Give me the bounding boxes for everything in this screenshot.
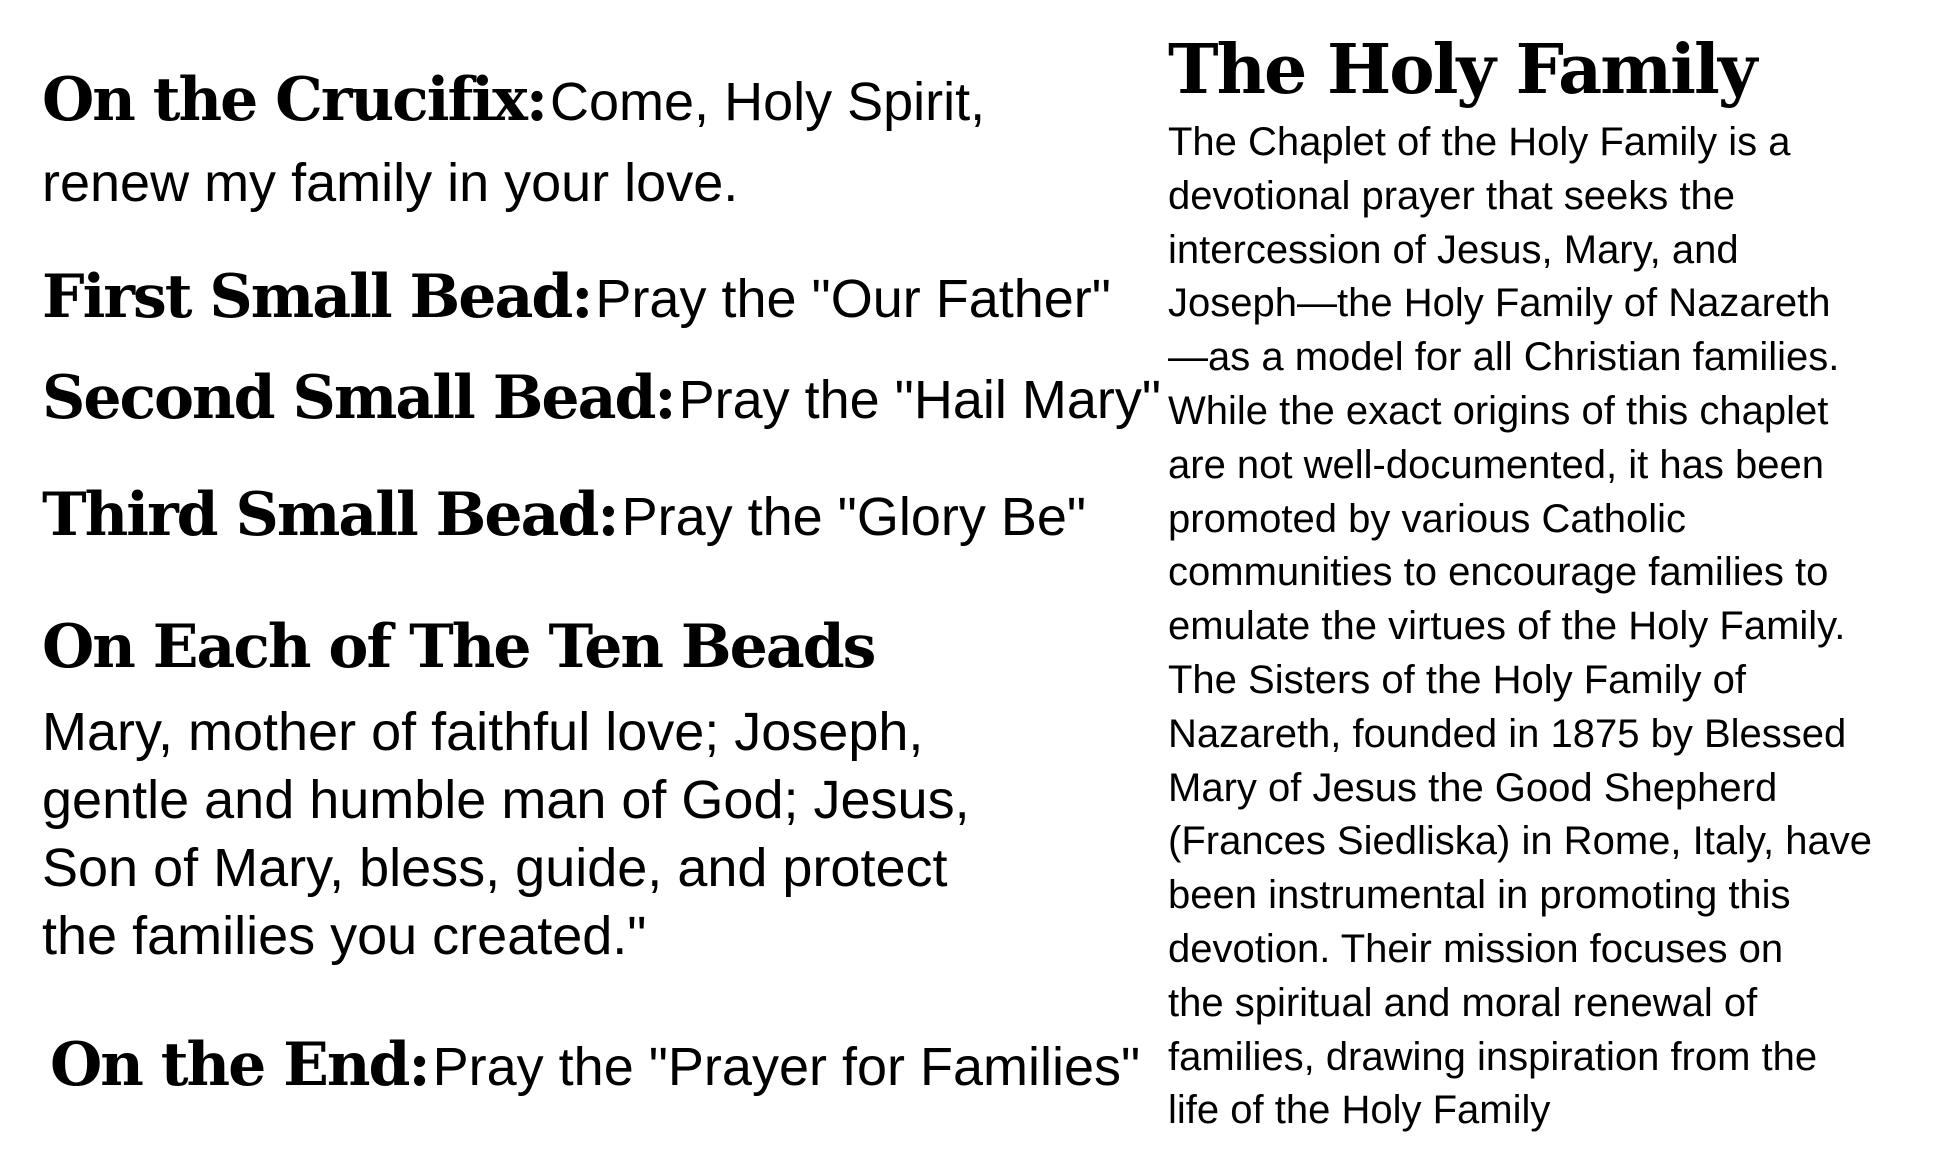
description-line: devotional prayer that seeks the	[1168, 173, 1736, 218]
ten-beads-heading: On Each of The Ten Beads	[42, 612, 875, 682]
crucifix-prayer: Come, Holy Spirit,	[550, 72, 986, 132]
description-line: are not well-documented, it has been	[1168, 442, 1824, 487]
description-line: the spiritual and moral renewal of	[1168, 980, 1758, 1025]
third-bead-label: Third Small Bead:	[42, 480, 618, 550]
ten-beads-prayer-line: Son of Mary, bless, guide, and protect	[42, 838, 948, 898]
description-line: Mary of Jesus the Good Shepherd	[1168, 765, 1778, 810]
description-line: life of the Holy Family	[1168, 1088, 1551, 1133]
description-line: emulate the virtues of the Holy Family.	[1168, 604, 1846, 649]
third-bead-prayer: Pray the "Glory Be"	[621, 487, 1087, 547]
description-line: The Sisters of the Holy Family of	[1168, 657, 1746, 702]
description-line: Joseph—the Holy Family of Nazareth	[1168, 281, 1831, 326]
ten-beads-prayer-line: Mary, mother of faithful love; Joseph,	[42, 702, 924, 762]
first-bead-prayer: Pray the "Our Father"	[595, 269, 1111, 329]
description-line: Nazareth, founded in 1875 by Blessed	[1168, 711, 1847, 756]
description-line: devotion. Their mission focuses on	[1168, 926, 1784, 971]
ten-beads-prayer-line: gentle and humble man of God; Jesus,	[42, 770, 970, 830]
holy-family-description	[1168, 116, 1938, 1138]
end-label: On the End:	[50, 1030, 429, 1100]
crucifix-label: On the Crucifix:	[42, 65, 547, 135]
holy-family-title: The Holy Family	[1168, 30, 1756, 110]
ten-beads-prayer	[42, 698, 1122, 970]
first-bead-line	[42, 262, 1111, 332]
description-line: While the exact origins of this chaplet	[1168, 388, 1829, 433]
end-prayer: Pray the "Prayer for Families"	[432, 1037, 1141, 1097]
description-line: promoted by various Catholic	[1168, 496, 1687, 541]
crucifix-prayer-continuation: renew my family in your love.	[42, 153, 739, 213]
description-line: communities to encourage families to	[1168, 550, 1829, 595]
second-bead-line	[42, 363, 1161, 433]
end-line	[50, 1030, 1140, 1100]
description-line: been instrumental in promoting this	[1168, 873, 1791, 918]
second-bead-prayer: Pray the "Hail Mary"	[678, 370, 1162, 430]
description-line: —as a model for all Christian families.	[1168, 335, 1840, 380]
description-line: The Chaplet of the Holy Family is a	[1168, 120, 1791, 164]
third-bead-line	[42, 480, 1086, 550]
description-line: intercession of Jesus, Mary, and	[1168, 227, 1739, 272]
crucifix-line	[42, 65, 985, 135]
second-bead-label: Second Small Bead:	[42, 363, 675, 433]
description-line: families, drawing inspiration from the	[1168, 1034, 1818, 1079]
ten-beads-prayer-line: the families you created."	[42, 906, 647, 966]
description-line: (Frances Siedliska) in Rome, Italy, have	[1168, 819, 1872, 864]
first-bead-label: First Small Bead:	[42, 262, 592, 332]
